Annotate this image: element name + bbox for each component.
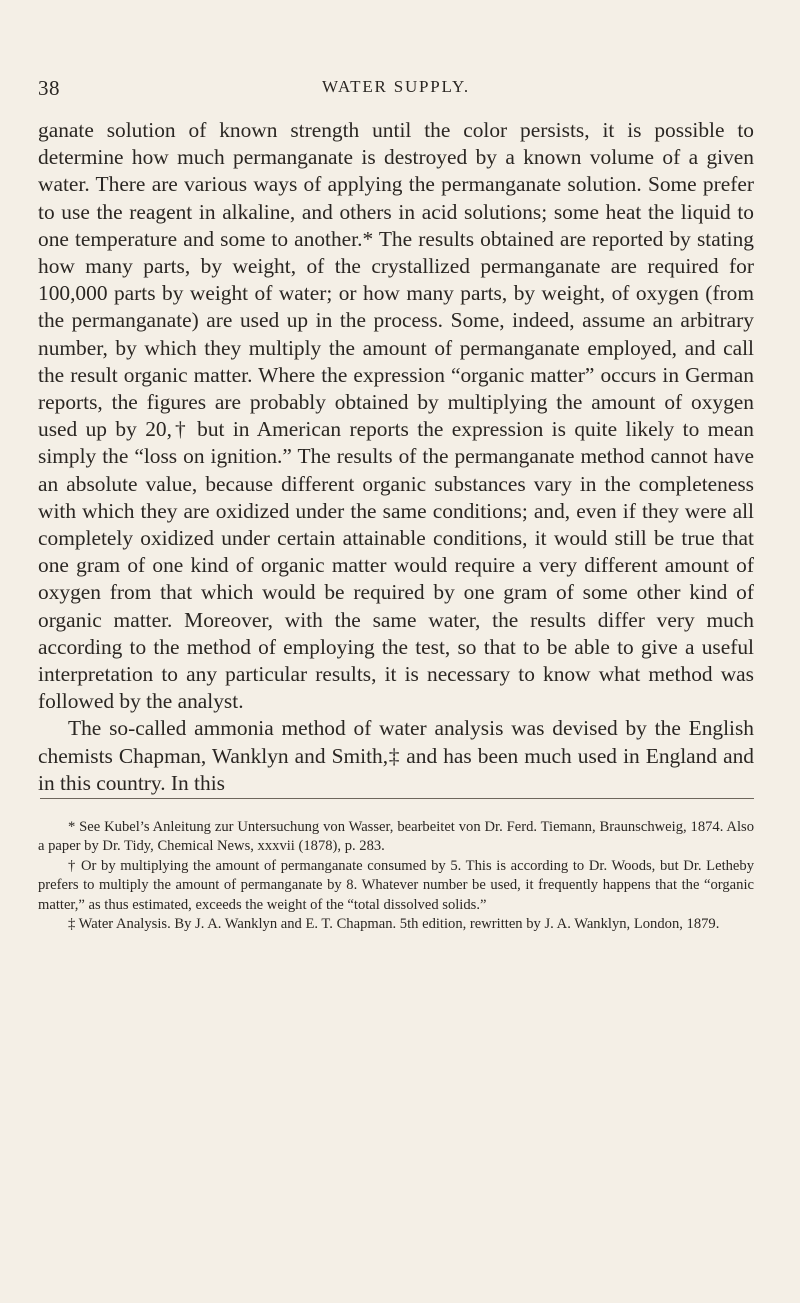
footnote: ‡ Water Analysis. By J. A. Wanklyn and E. T. Chapman. 5th edition, rewritten by J. A. Wanklyn, London, 1879. [68,916,720,933]
footnote: † Or by multiplying the amount of permanganate consumed by 5. This is according to Dr. Woods, but Dr. Letheby prefers to multiply the amount of permanganate by 8. Whatever number be used, it frequently happens that the “organic matter,” as thus estimated, exceeds the weight of the “total dissolved solids.” [38,857,754,913]
body-text [38,117,754,797]
page-header [38,76,754,104]
paragraph: ganate solution of known strength until the color persists, it is possible to determine how much permanganate is destroyed by a known volume of a given water. There are various ways of applying the permanganate solution. Some prefer to use the reagent in alkaline, and others in acid solutions; some heat the liquid to one temperature and some to another.* The results obtained are reported by stating how many parts, by weight, of the crystallized permanganate are required for 100,000 parts by weight of water; or how many parts, by weight, of oxygen (from the permanganate) are used up in the process. Some, indeed, assume an arbitrary number, by which they multiply the amount of permanganate employed, and call the result organic matter. Where the expression “organic matter” occurs in German reports, the figures are probably obtained by multiplying the amount of oxygen used up by 20,† but in American reports the expression is quite likely to mean simply the “loss on ignition.” The results of the permanganate method cannot have an absolute value, because different organic substances vary in the completeness with which they are oxidized under the same conditions; and, even if they were all completely oxidized under certain attainable conditions, it would still be true that one gram of one kind of organic matter would require a very different amount of oxygen from that which would be required by one gram of some other kind of organic matter. Moreover, with the same water, the results differ very much according to the method of employing the test, so that to be able to give a useful interpretation to any particular results, it is necessary to know what method was followed by the analyst. [38,118,754,714]
footnote: * See Kubel’s Anleitung zur Untersuchung von Wasser, bearbeitet von Dr. Ferd. Tiemann, Braunschweig, 1874. Also a paper by Dr. Tidy, Chemical News, xxxvii (1878), p. 283. [38,819,754,855]
running-title: WATER SUPPLY. [322,77,470,96]
footnotes [38,818,754,934]
footnote-divider [40,798,754,799]
paragraph: The so-called ammonia method of water analysis was devised by the English chemists Chapman, Wanklyn and Smith,‡ and has been much used in England and in this country. In this [38,716,754,795]
page-number: 38 [38,76,60,100]
